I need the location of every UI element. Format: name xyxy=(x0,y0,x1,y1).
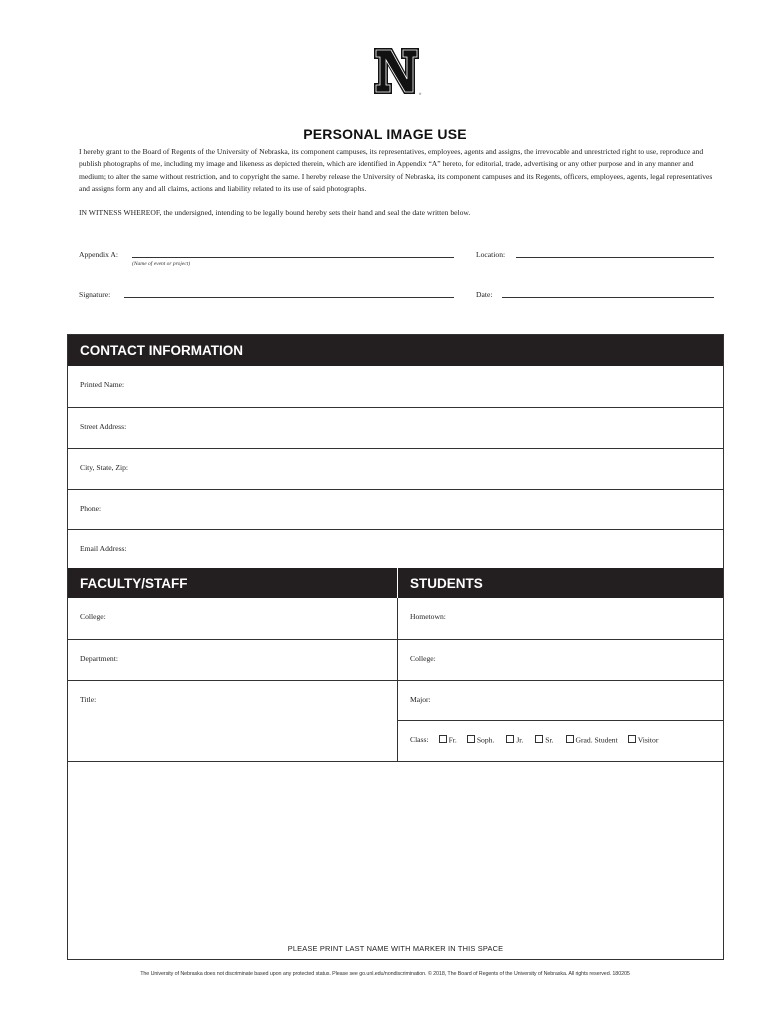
class-option-senior[interactable]: Sr. xyxy=(535,735,553,745)
release-paragraph: I hereby grant to the Board of Regents of the University of Nebraska, its component campuses, its representatives, employees, agents and assigns, the irrevocable and unrestricted right to use, reproduce and publish photographs of me, including my image and likeness as depicted therein, which are identified in Appendix “A” hereto, for editorial, trade, advertising or any other purpose and in any manner and medium; to alter the same without restriction, and to copyright the same. I hereby release the University of Nebraska, its component campuses and its Regents, officers, employees, agents, legal representatives and assigns form any and all claims, actions and liability related to its use of said photographs. xyxy=(79,147,713,194)
last-name-space[interactable] xyxy=(68,761,723,960)
date-label: Date: xyxy=(476,290,493,299)
checkbox-icon[interactable] xyxy=(467,735,475,743)
phone-row[interactable]: Phone: xyxy=(68,489,723,529)
location-field[interactable] xyxy=(516,257,714,258)
footer-legal: The University of Nebraska does not discriminate based upon any protected status. Please see go.unl.edu/nondiscrimination. © 2018, The Board of Regents of the University of Nebraska. All rights reserved. 180205 xyxy=(140,971,630,977)
student-major-row[interactable]: Major: xyxy=(397,680,723,720)
appendix-hint: (Name of event or project) xyxy=(132,261,191,267)
faculty-title-row[interactable]: Title: xyxy=(68,680,397,761)
email-row[interactable]: Email Address: xyxy=(68,529,723,568)
street-address-row[interactable]: Street Address: xyxy=(68,407,723,448)
appendix-label: Appendix A: xyxy=(79,250,119,259)
class-option-visitor[interactable]: Visitor xyxy=(628,735,659,745)
checkbox-icon[interactable] xyxy=(628,735,636,743)
signature-field[interactable] xyxy=(124,297,454,298)
student-hometown-row[interactable]: Hometown: xyxy=(397,598,723,639)
faculty-department-row[interactable]: Department: xyxy=(68,639,397,680)
students-heading: STUDENTS xyxy=(397,568,723,598)
nebraska-n-logo xyxy=(372,46,422,96)
city-state-zip-row[interactable]: City, State, Zip: xyxy=(68,448,723,489)
faculty-college-row[interactable]: College: xyxy=(80,612,106,621)
info-form-box xyxy=(67,334,724,960)
class-option-freshman[interactable]: Fr. xyxy=(439,735,457,745)
student-college-row[interactable]: College: xyxy=(397,639,723,680)
location-label: Location: xyxy=(476,250,506,259)
student-class-row xyxy=(397,720,723,761)
class-option-sophomore[interactable]: Soph. xyxy=(467,735,495,745)
signature-label: Signature: xyxy=(79,290,111,299)
faculty-heading: FACULTY/STAFF xyxy=(68,568,397,598)
contact-heading: CONTACT INFORMATION xyxy=(68,335,723,366)
checkbox-icon[interactable] xyxy=(535,735,543,743)
class-option-grad[interactable]: Grad. Student xyxy=(566,735,618,745)
checkbox-icon[interactable] xyxy=(566,735,574,743)
appendix-field[interactable] xyxy=(132,257,454,258)
class-option-junior[interactable]: Jr. xyxy=(506,735,523,745)
date-field[interactable] xyxy=(502,297,714,298)
printed-name-row[interactable]: Printed Name: xyxy=(80,380,125,389)
class-label: Class: xyxy=(410,735,429,744)
checkbox-icon[interactable] xyxy=(506,735,514,743)
witness-statement: IN WITNESS WHEREOF, the undersigned, intending to be legally bound hereby sets their hand and seal the date written below. xyxy=(79,208,471,217)
print-note: PLEASE PRINT LAST NAME WITH MARKER IN THIS SPACE xyxy=(287,944,504,953)
page-title: PERSONAL IMAGE USE xyxy=(303,126,467,142)
checkbox-icon[interactable] xyxy=(439,735,447,743)
svg-text:®: ® xyxy=(419,92,422,96)
